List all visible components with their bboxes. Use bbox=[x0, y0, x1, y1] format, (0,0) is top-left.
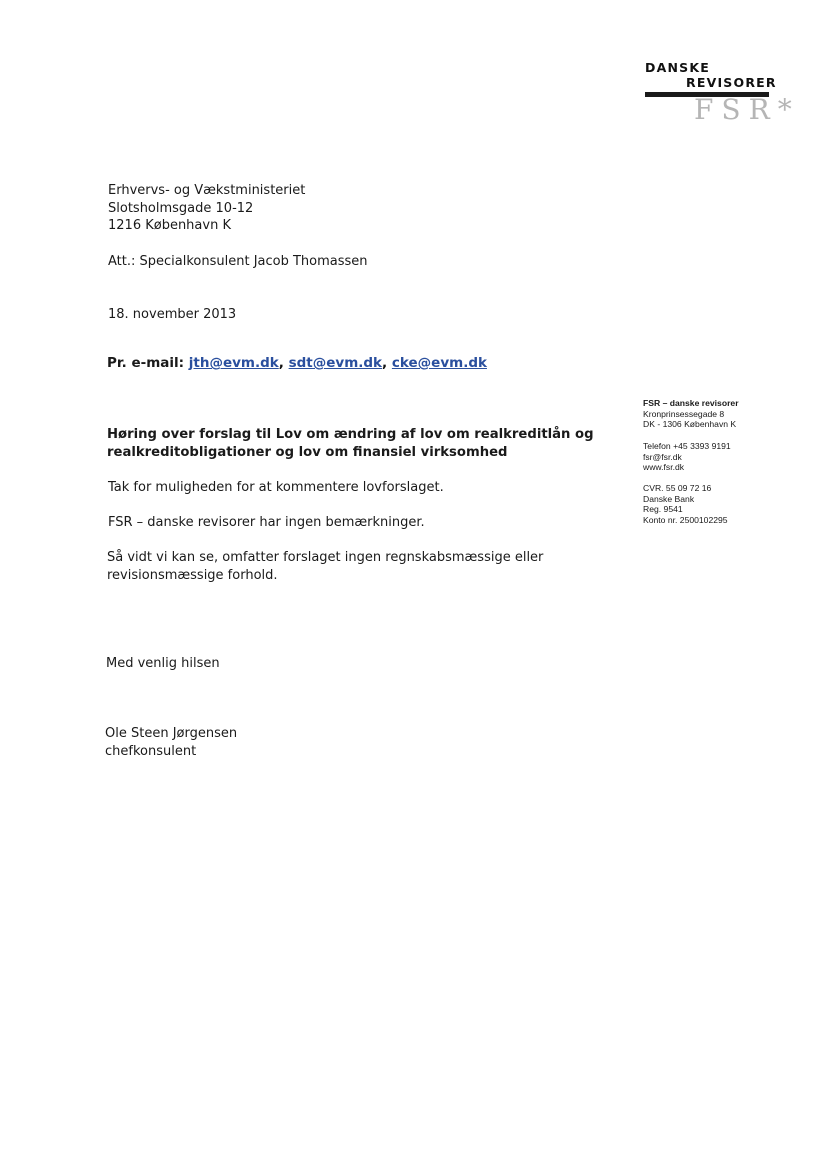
subject-line-2: realkreditobligationer og lov om finansiel virksomhed bbox=[107, 445, 508, 460]
signer-title: chefkonsulent bbox=[105, 743, 197, 759]
letter-date: 18. november 2013 bbox=[108, 307, 237, 322]
body-paragraph-1: Tak for muligheden for at kommentere lovforslaget. bbox=[108, 480, 444, 495]
email-link-jth[interactable]: jth@evm.dk bbox=[188, 355, 279, 371]
recipient-city: 1216 København K bbox=[108, 218, 231, 233]
body-paragraph-3-line-2: revisionsmæssige forhold. bbox=[107, 567, 278, 583]
logo-fsr-mark: FSR* bbox=[694, 93, 800, 126]
sidebar-email: fsr@fsr.dk bbox=[643, 451, 682, 462]
signature-block bbox=[105, 725, 237, 760]
email-label: Pr. e-mail: bbox=[107, 355, 185, 371]
sidebar-org-address bbox=[643, 398, 739, 430]
email-link-cke[interactable]: cke@evm.dk bbox=[391, 355, 487, 371]
sidebar-account: Konto nr. 2500102295 bbox=[643, 514, 728, 525]
body-paragraph-3-line-1: Så vidt vi kan se, omfatter forslaget ingen regnskabsmæssige eller bbox=[107, 550, 544, 565]
logo-text-danske: DANSKE bbox=[645, 60, 710, 75]
closing-salutation: Med venlig hilsen bbox=[106, 656, 220, 671]
email-link-sdt[interactable]: sdt@evm.dk bbox=[288, 355, 383, 371]
email-line bbox=[107, 355, 487, 371]
recipient-address bbox=[108, 182, 305, 235]
body-paragraph-2: FSR – danske revisorer har ingen bemærkninger. bbox=[108, 515, 425, 530]
sidebar-reg: Reg. 9541 bbox=[643, 504, 683, 514]
sidebar-org-name: FSR – danske revisorer bbox=[643, 398, 739, 408]
recipient-name: Erhvervs- og Vækstministeriet bbox=[108, 183, 306, 198]
logo-text-revisorer: REVISORER bbox=[686, 75, 777, 90]
email-separator: , bbox=[382, 355, 388, 371]
subject-line-1: Høring over forslag til Lov om ændring af lov om realkreditlån og bbox=[107, 427, 594, 442]
sidebar-bank-details bbox=[643, 483, 728, 525]
sidebar-contact bbox=[643, 441, 731, 473]
sidebar-city: DK - 1306 København K bbox=[643, 419, 737, 429]
body-paragraph-3 bbox=[107, 549, 543, 584]
signer-name: Ole Steen Jørgensen bbox=[105, 726, 238, 741]
sidebar-street: Kronprinsessegade 8 bbox=[643, 408, 725, 419]
sidebar-cvr: CVR. 55 09 72 16 bbox=[643, 483, 712, 493]
attention-line: Att.: Specialkonsulent Jacob Thomassen bbox=[108, 254, 368, 269]
sidebar-web: www.fsr.dk bbox=[643, 462, 685, 472]
letter-subject bbox=[107, 426, 594, 462]
recipient-street: Slotsholmsgade 10-12 bbox=[108, 200, 254, 216]
sidebar-bank: Danske Bank bbox=[643, 493, 695, 504]
sidebar-phone: Telefon +45 3393 9191 bbox=[643, 441, 731, 451]
email-separator: , bbox=[278, 355, 284, 371]
